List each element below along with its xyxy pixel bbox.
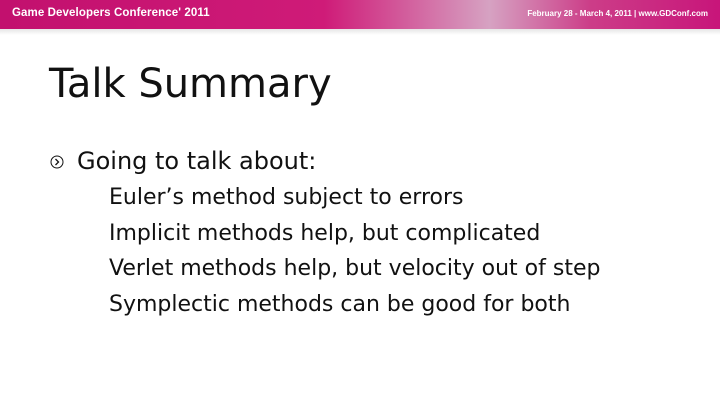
sub-point: Implicit methods help, but complicated <box>109 220 541 246</box>
sub-point: Euler’s method subject to errors <box>109 185 464 210</box>
sub-point-list <box>109 180 600 322</box>
sub-point: Symplectic methods can be good for both <box>109 291 571 317</box>
sub-point: Verlet methods help, but velocity out of step <box>109 256 601 281</box>
conference-name: Game Developers Conference' 2011 <box>12 7 210 19</box>
bullet-text: Going to talk about: <box>77 147 317 175</box>
circled-chevron-right-icon <box>50 155 64 169</box>
header-shadow <box>0 29 720 35</box>
slide-title: Talk Summary <box>49 61 332 107</box>
header-bar <box>0 0 720 29</box>
conference-dates-site: February 28 - March 4, 2011 | www.GDConf.com <box>527 9 708 18</box>
